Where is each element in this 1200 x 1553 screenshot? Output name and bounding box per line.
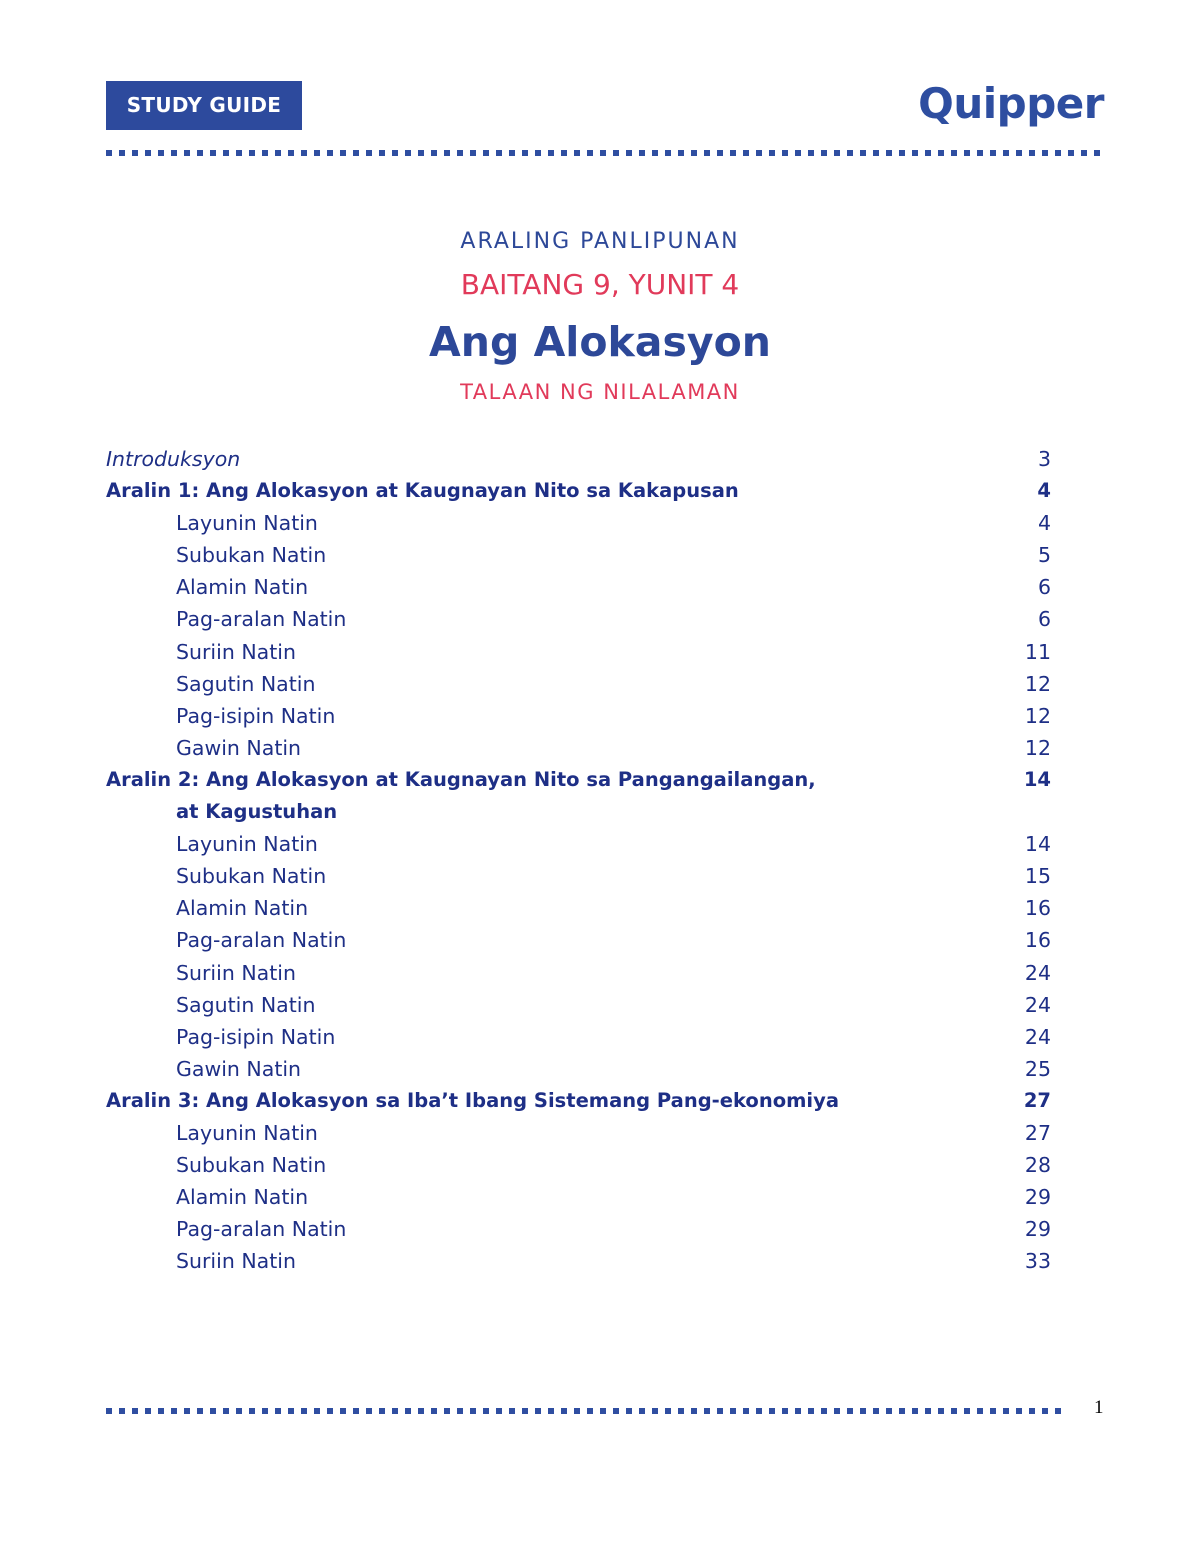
table-of-contents <box>106 443 1051 1277</box>
toc-entry-label: Pag-aralan Natin <box>176 928 347 953</box>
toc-entry-page: 25 <box>1024 1056 1051 1081</box>
toc-entry-introduction[interactable] <box>106 443 1051 475</box>
toc-entry-page: 24 <box>1024 960 1051 985</box>
toc-lesson-label: Aralin 2: Ang Alokasyon at Kaugnayan Nito sa Pangangailangan, <box>106 767 816 791</box>
toc-entry-item[interactable] <box>106 828 1051 860</box>
toc-entry-page: 27 <box>1024 1120 1051 1145</box>
toc-lesson-page: 14 <box>1023 767 1051 791</box>
study-guide-badge: STUDY GUIDE <box>106 81 302 130</box>
toc-entry-label: Alamin Natin <box>176 896 309 921</box>
toc-entry-item[interactable] <box>106 507 1051 539</box>
toc-lesson-page: 4 <box>1037 479 1051 503</box>
toc-entry-item[interactable] <box>106 1053 1051 1085</box>
toc-entry-page: 5 <box>1037 543 1051 568</box>
toc-entry-label: Alamin Natin <box>176 575 309 600</box>
toc-entry-item[interactable] <box>106 732 1051 764</box>
toc-entry-label: Suriin Natin <box>176 1249 296 1274</box>
toc-entry-label: Layunin Natin <box>176 832 318 857</box>
toc-heading: TALAAN NG NILALAMAN <box>460 380 740 404</box>
toc-lesson-page: 27 <box>1023 1088 1051 1112</box>
toc-entry-page: 11 <box>1024 639 1051 664</box>
toc-entry-page: 14 <box>1024 832 1051 857</box>
toc-entry-lesson-2[interactable] <box>106 764 1051 828</box>
toc-entry-item[interactable] <box>106 636 1051 668</box>
toc-entry-label: Alamin Natin <box>176 1185 309 1210</box>
toc-lesson-label-continued: at Kagustuhan <box>176 799 338 823</box>
toc-entry-page: 15 <box>1024 864 1051 889</box>
toc-entry-label: Gawin Natin <box>176 1056 302 1081</box>
toc-lesson-label: Aralin 1: Ang Alokasyon at Kaugnayan Nito sa Kakapusan <box>106 479 739 503</box>
toc-entry-item[interactable] <box>106 700 1051 732</box>
toc-entry-label: Suriin Natin <box>176 960 296 985</box>
subject-heading: ARALING PANLIPUNAN <box>460 229 740 254</box>
toc-entry-label: Gawin Natin <box>176 735 302 760</box>
toc-entry-item[interactable] <box>106 924 1051 956</box>
toc-entry-label: Subukan Natin <box>176 543 327 568</box>
toc-entry-label: Introduksyon <box>106 447 241 471</box>
toc-entry-item[interactable] <box>106 1213 1051 1245</box>
toc-entry-item[interactable] <box>106 539 1051 571</box>
toc-entry-item[interactable] <box>106 1117 1051 1149</box>
toc-entry-label: Pag-aralan Natin <box>176 1217 347 1242</box>
toc-entry-label: Layunin Natin <box>176 511 318 536</box>
toc-entry-label: Pag-isipin Natin <box>176 703 336 728</box>
toc-entry-item[interactable] <box>106 571 1051 603</box>
toc-entry-item[interactable] <box>106 1245 1051 1277</box>
toc-entry-label: Subukan Natin <box>176 864 327 889</box>
toc-entry-label: Pag-aralan Natin <box>176 607 347 632</box>
toc-entry-page: 16 <box>1024 928 1051 953</box>
toc-entry-page: 28 <box>1024 1153 1051 1178</box>
toc-entry-page: 6 <box>1037 575 1051 600</box>
toc-entry-item[interactable] <box>106 957 1051 989</box>
quipper-logo: Quipper <box>918 79 1104 128</box>
toc-entry-item[interactable] <box>106 603 1051 635</box>
toc-entry-label: Suriin Natin <box>176 639 296 664</box>
grade-unit-heading: BAITANG 9, YUNIT 4 <box>460 268 740 301</box>
toc-entry-item[interactable] <box>106 1181 1051 1213</box>
toc-entry-item[interactable] <box>106 892 1051 924</box>
toc-entry-page: 12 <box>1024 703 1051 728</box>
bottom-dotted-divider <box>106 1408 1066 1414</box>
toc-entry-label: Sagutin Natin <box>176 992 316 1017</box>
toc-entry-page: 6 <box>1037 607 1051 632</box>
toc-entry-lesson-1[interactable] <box>106 475 1051 507</box>
toc-entry-item[interactable] <box>106 1021 1051 1053</box>
toc-entry-item[interactable] <box>106 860 1051 892</box>
top-dotted-divider <box>106 150 1104 156</box>
toc-entry-item[interactable] <box>106 1149 1051 1181</box>
toc-entry-page: 3 <box>1037 447 1051 471</box>
page-number: 1 <box>1094 1397 1104 1418</box>
toc-entry-item[interactable] <box>106 989 1051 1021</box>
toc-entry-label: Layunin Natin <box>176 1120 318 1145</box>
page-title: Ang Alokasyon <box>429 318 771 366</box>
toc-entry-page: 24 <box>1024 1024 1051 1049</box>
toc-entry-page: 29 <box>1024 1185 1051 1210</box>
toc-entry-page: 12 <box>1024 671 1051 696</box>
toc-entry-item[interactable] <box>106 668 1051 700</box>
toc-entry-lesson-3[interactable] <box>106 1085 1051 1117</box>
toc-entry-page: 4 <box>1037 511 1051 536</box>
toc-entry-label: Pag-isipin Natin <box>176 1024 336 1049</box>
toc-entry-page: 33 <box>1024 1249 1051 1274</box>
toc-entry-page: 29 <box>1024 1217 1051 1242</box>
toc-entry-label: Sagutin Natin <box>176 671 316 696</box>
toc-lesson-label: Aralin 3: Ang Alokasyon sa Iba’t Ibang Sistemang Pang-ekonomiya <box>106 1088 839 1112</box>
toc-entry-label: Subukan Natin <box>176 1153 327 1178</box>
toc-entry-page: 16 <box>1024 896 1051 921</box>
toc-entry-page: 12 <box>1024 735 1051 760</box>
toc-entry-page: 24 <box>1024 992 1051 1017</box>
